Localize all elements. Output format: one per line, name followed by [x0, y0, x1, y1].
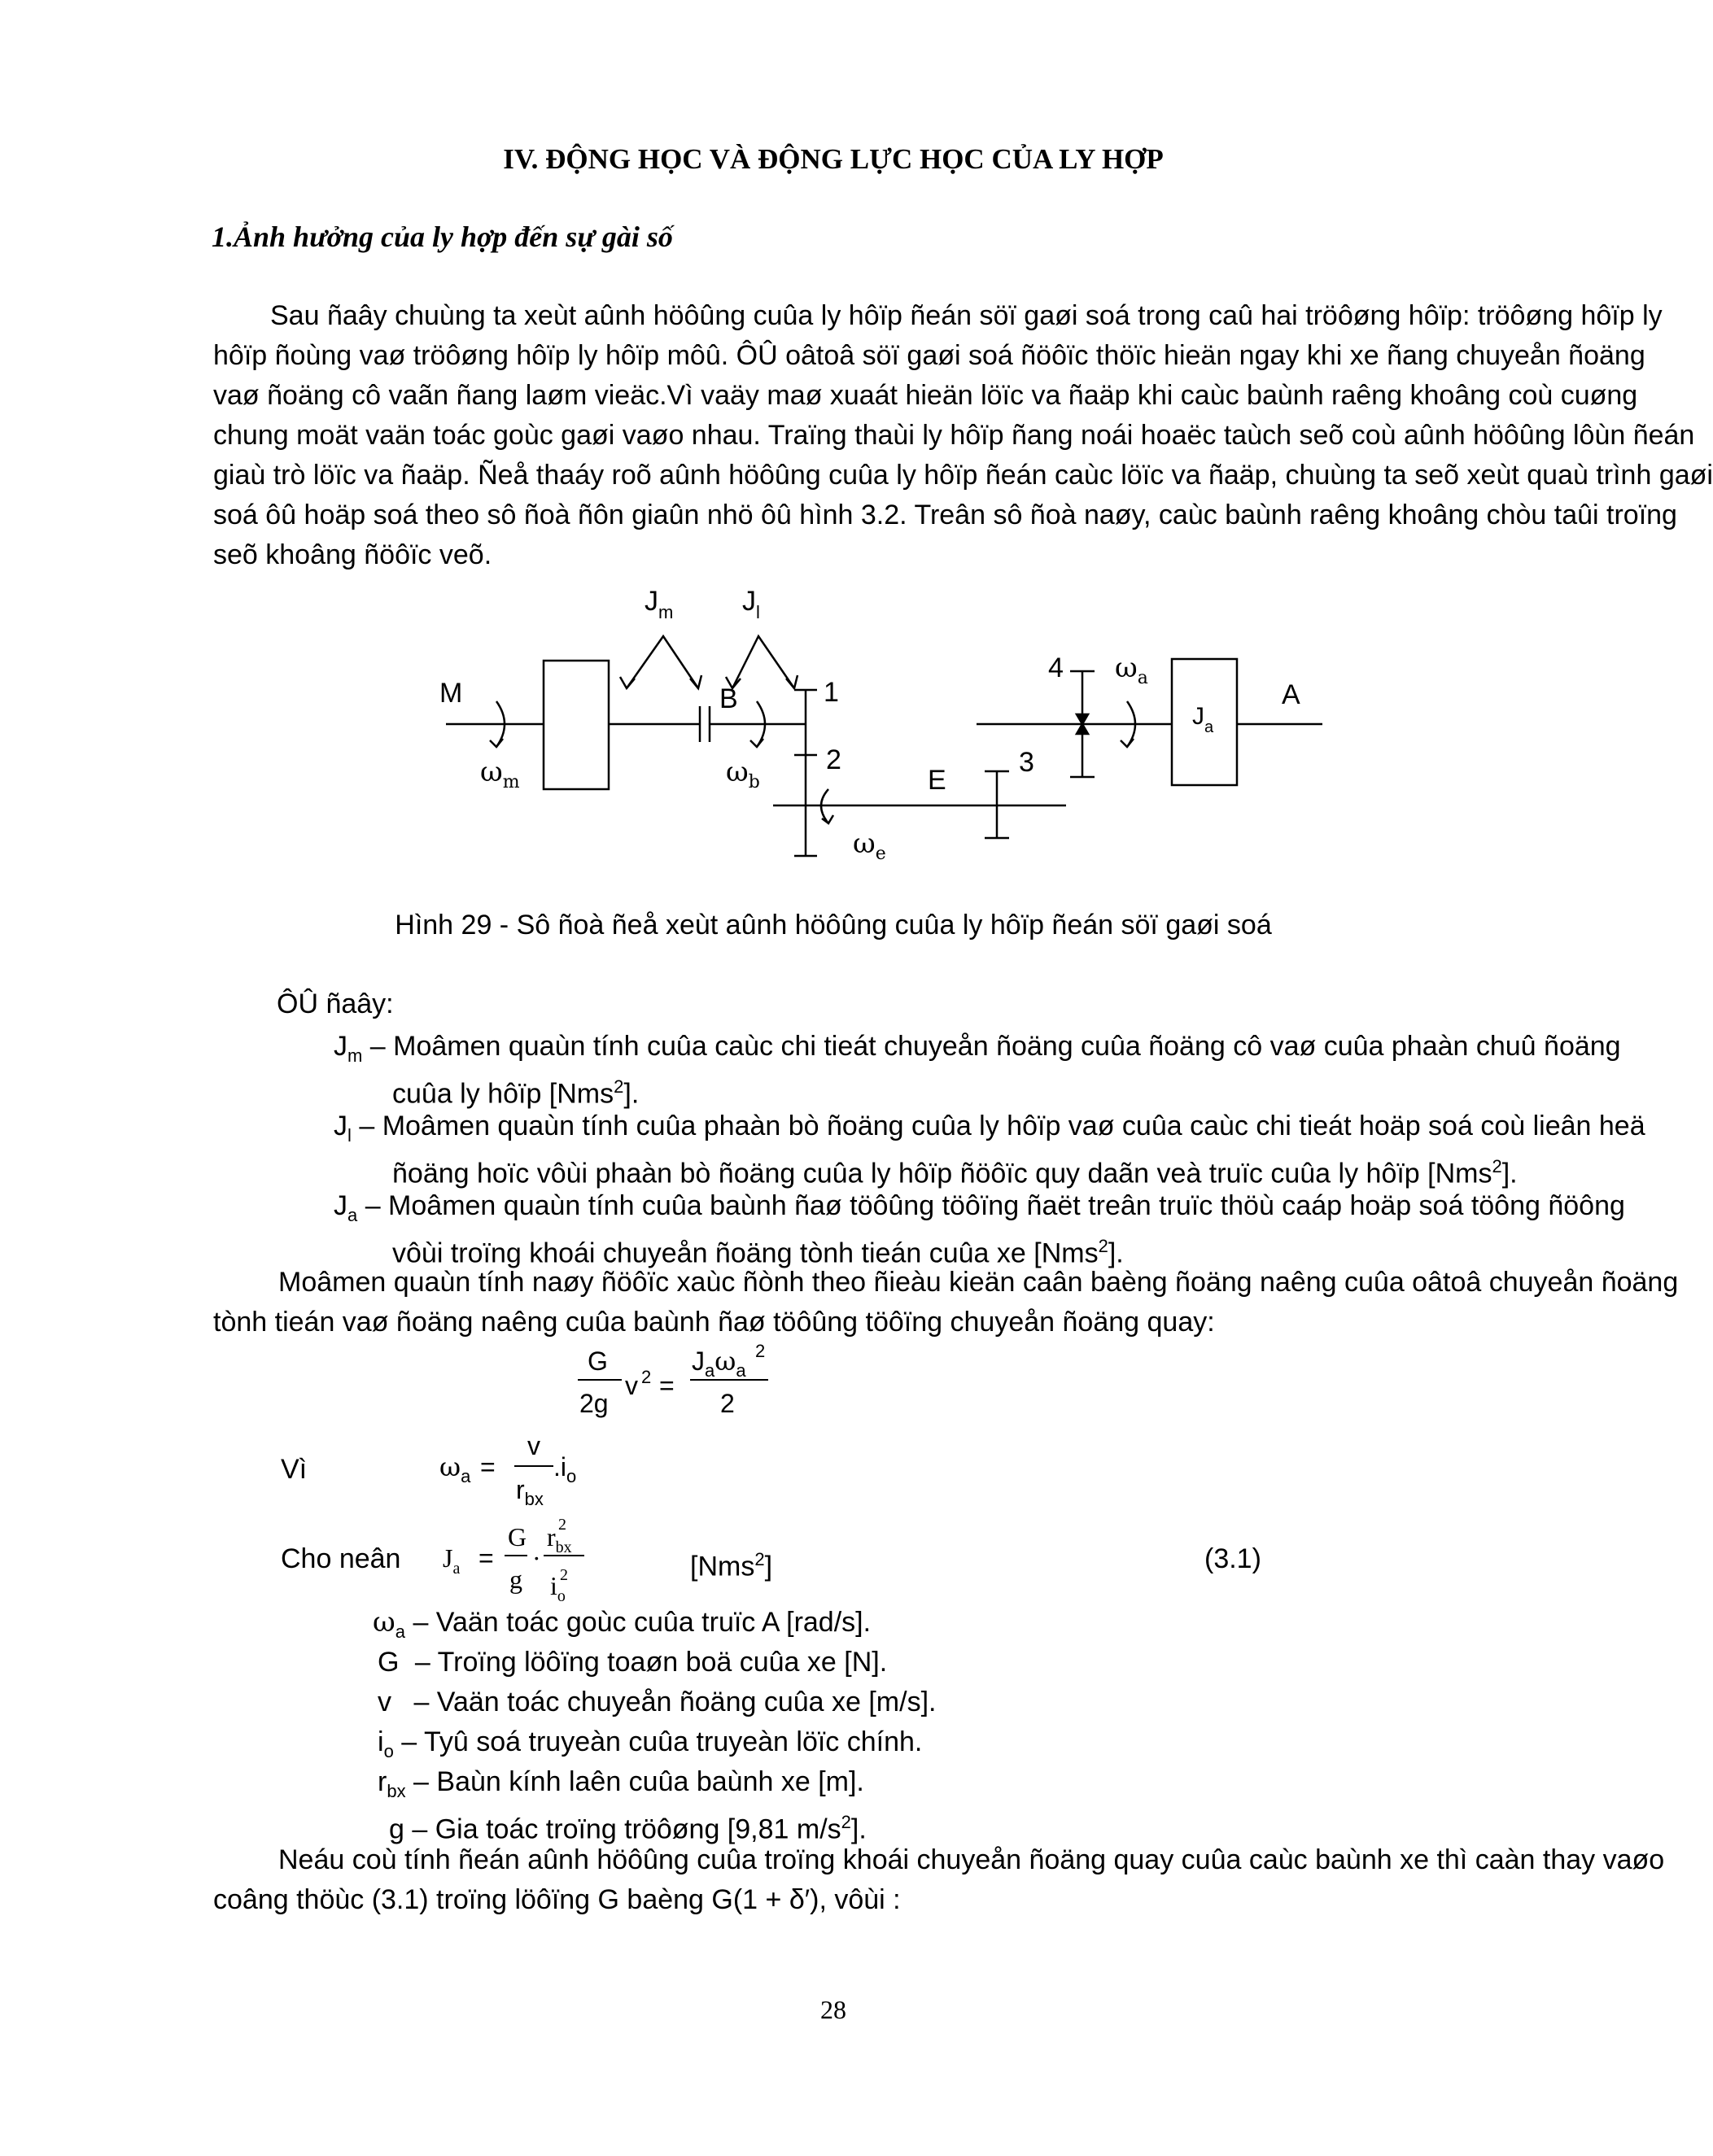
svg-text:v: v [527, 1431, 540, 1460]
symbol-v: v – Vaän toác chuyeån ñoäng cuûa xe [m/s]. [378, 1687, 937, 1717]
svg-text:2g: 2g [579, 1389, 609, 1418]
clutch-b-label: B [719, 683, 738, 714]
jm-label: $J_m$ [645, 586, 674, 622]
output-a-label: A [1282, 679, 1300, 710]
svg-text:G: G [508, 1522, 527, 1552]
symbol-list [373, 1603, 1186, 1847]
engine-block [544, 661, 609, 789]
vi-label: Vì [281, 1454, 308, 1485]
countershaft-e-label: E [928, 765, 946, 796]
moment-paragraph [213, 1263, 1679, 1342]
svg-text:ωa: $\omega_a$ [439, 1451, 471, 1486]
intro-line: Sau ñaây chuùng ta xeùt aûnh höôûng cuûa ly hôïp ñeán söï gaøi soá trong caû hai tröôøng hôïp: tröôøng hôïp ly [270, 300, 1663, 331]
definition-jl: $J_l$ – Moâmen quaùn tính cuûa phaàn bò ñoäng cuûa ly hôïp vaø cuûa caùc chi tieát hoäp soá coù lieân heä [334, 1111, 1645, 1146]
gearbox-schematic-diagram [439, 586, 1335, 879]
figure-caption: Hình 29 - Sô ñoà ñeå xeùt aûnh höôûng cuûa ly hôïp ñeán söï gaøi soá [395, 910, 1272, 941]
omega-e-label: $\omega_e$ [853, 827, 886, 864]
para3-line: coâng thöùc (3.1) troïng löôïng G baèng G(1 + δ′), vôùi : [213, 1884, 901, 1915]
para2-line: tònh tieán vaø ñoäng naêng cuûa baùnh ñaø töôûng töôïng chuyeån ñoäng quay: [213, 1307, 1215, 1338]
svg-text:v: v [625, 1371, 638, 1400]
svg-text:2: 2 [558, 1516, 566, 1534]
intro-line: soá ôû hoäp soá theo sô ñoà ñôn giaûn nhö ôû hình 3.2. Treân sô ñoà naøy, caùc baùnh raêng khoâng chòu taûi troïng [213, 500, 1677, 530]
gear-3-label: 3 [1019, 747, 1034, 778]
gear-1-label: 1 [824, 677, 839, 708]
svg-text:=: = [480, 1452, 496, 1482]
svg-text:=: = [479, 1543, 494, 1573]
angular-velocity-equation [439, 1430, 635, 1520]
intro-line: chung moät vaän toác goùc gaøi vaøo nhau. Traïng thaùi ly hôïp ñang noái hoaëc taùch seõ coù aûnh höôûng lôùn ñeán [213, 420, 1695, 451]
jm-arrow [627, 636, 698, 688]
gear-2-label: 2 [826, 744, 841, 775]
svg-text:.io: $.i_o$ [553, 1452, 577, 1486]
symbol-g-weight: G – Troïng löôïng toaøn boä cuûa xe [N]. [378, 1647, 888, 1678]
jl-label: $J_l$ [742, 586, 760, 622]
omega-b-label: $\omega_b$ [726, 756, 760, 792]
energy-equation [570, 1341, 798, 1434]
intro-paragraph [213, 296, 1713, 575]
para3-line: Neáu coù tính ñeán aûnh höôûng cuûa troïng khoái chuyeån ñoäng quay cuûa caùc baùnh xe thì caàn thay vaøo [278, 1844, 1665, 1875]
definition-ja-cont: vôùi troïng khoái chuyeån ñoäng tònh tieán cuûa xe [Nms$^2$]. [392, 1236, 1124, 1269]
svg-text:2: 2 [755, 1341, 766, 1361]
para2-line: Moâmen quaùn tính naøy ñöôïc xaùc ñònh theo ñieàu kieän caân baèng ñoäng naêng cuûa oâtoâ chuyeån ñoäng [278, 1267, 1679, 1298]
definition-jm-cont: cuûa ly hôïp [Nms$^2$]. [392, 1076, 640, 1110]
unit-label: [Nms$^2$] [690, 1549, 773, 1582]
m-label: M [439, 678, 463, 709]
intro-line: giaù trò löïc va ñaäp. Ñeå thaáy roõ aûnh höôûng cuûa ly hôïp ñeán caùc löïc va ñaäp, chuùng ta seõ xeùt quaù trình gaøi [213, 460, 1713, 491]
symbol-omega-a: $\omega_a$ – Vaän toác goùc cuûa truïc A [rad/s]. [373, 1606, 872, 1642]
svg-text:g: g [509, 1565, 522, 1594]
definition-jm: $J_m$ – Moâmen quaùn tính cuûa caùc chi tieát chuyeån ñoäng cuûa ñoäng cô vaø cuûa phaàn chuû ñoäng [334, 1031, 1621, 1066]
intro-line: vaø ñoäng cô vaãn ñang laøm vieäc.Vì vaäy maø xuaát hieän löïc va ñaäp khi caùc baùnh raêng khoâng coù cuøng [213, 380, 1638, 411]
page-number: 28 [820, 1995, 846, 2024]
jl-arrow [732, 636, 794, 688]
intro-line: hôïp ñoùng vaø tröôøng hôïp ly hôïp môû. ÔÛ oâtoâ söï gaøi soá ñöôïc thöïc hieän ngay khi xe ñang chuyeån ñoäng [213, 340, 1645, 371]
svg-text:Ja: $J_a$ [443, 1543, 461, 1578]
definitions-list [334, 1027, 1645, 1271]
where-label: ÔÛ ñaây: [277, 989, 394, 1019]
svg-text:G: G [588, 1346, 608, 1376]
svg-text:rbx: $r_{bx}$ [516, 1475, 544, 1509]
page-title: IV. ĐỘNG HỌC VÀ ĐỘNG LỰC HỌC CỦA LY HỢP [503, 143, 1164, 175]
symbol-g-gravity: g – Gia toác troïng tröôøng [9,81 $m/s^2$]. [389, 1812, 867, 1845]
svg-text:2: 2 [560, 1566, 568, 1584]
rotating-mass-paragraph [213, 1840, 1665, 1920]
gear-4-label: 4 [1048, 652, 1064, 683]
omega-a-label: $\omega_a$ [1115, 652, 1148, 688]
svg-text:Jaωa: $J_a\omega_a$ [692, 1346, 746, 1381]
svg-text:2: 2 [720, 1389, 735, 1418]
svg-text:2: 2 [641, 1367, 652, 1387]
equation-number: (3.1) [1204, 1543, 1261, 1574]
svg-text:rbx: $r_{bx}$ [547, 1522, 572, 1556]
intro-line: seõ khoâng ñöôïc veõ. [213, 539, 492, 570]
svg-text:=: = [659, 1371, 675, 1400]
symbol-rbx: $r_{bx}$ – Baùn kính laên cuûa baùnh xe [m]. [378, 1766, 864, 1801]
definition-jl-cont: ñoäng hoïc vôùi phaàn bò ñoäng cuûa ly hôïp ñöôïc quy daãn veà truïc cuûa ly hôïp [Nms$^2$]. [392, 1156, 1518, 1189]
definition-ja: $J_a$ – Moâmen quaùn tính cuûa baùnh ñaø töôûng töôïng ñaët treân truïc thöù caáp hoäp soá töông ñöông [334, 1190, 1625, 1225]
svg-text:io: $i_o$ [550, 1571, 566, 1605]
symbol-io: $i_o$ – Tyû soá truyeàn cuûa truyeàn löïc chính. [378, 1726, 923, 1761]
ja-label: $J_a$ [1192, 703, 1214, 736]
cho-nen-label: Cho neân [281, 1543, 401, 1574]
section-heading: 1.Ảnh hưởng của ly hợp đến sự gài số [212, 220, 673, 253]
svg-text:·: · [532, 1543, 541, 1573]
omega-m-label: $\omega_m$ [480, 756, 520, 792]
